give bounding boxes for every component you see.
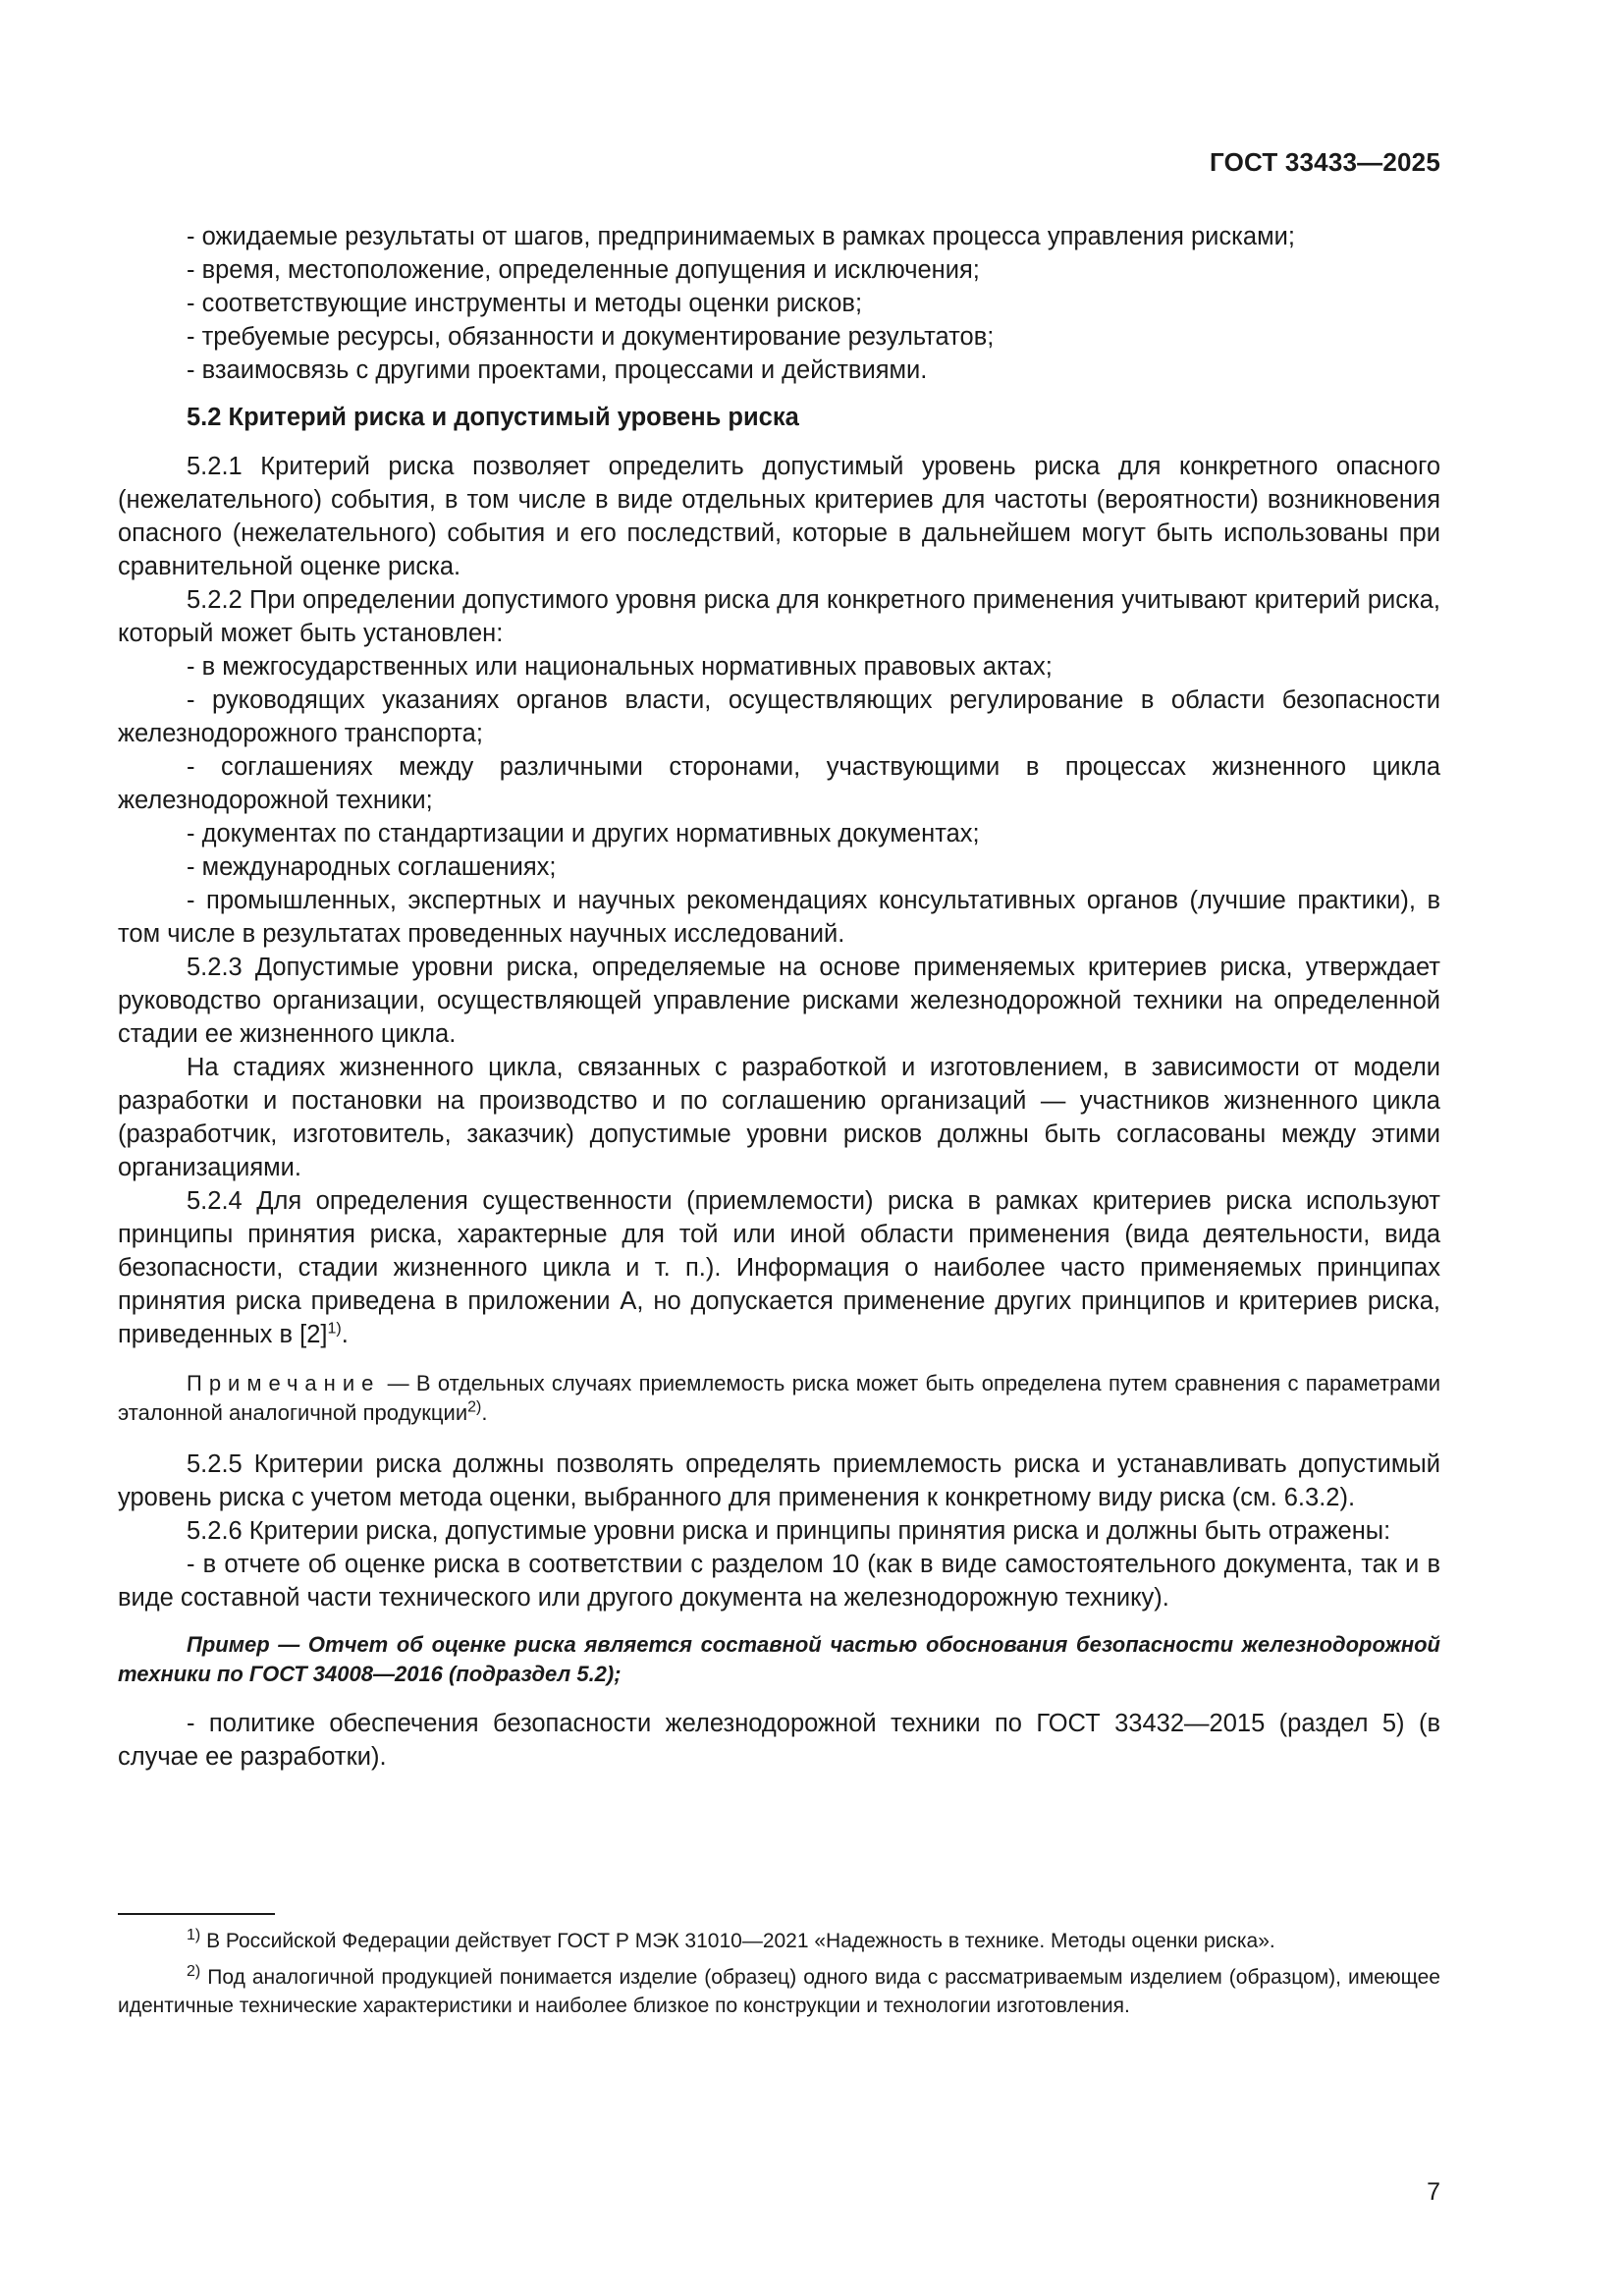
paragraph-text: 5.2.4 Для определения существенности (приемлемости) риска в рамках критериев риска используют принципы принятия риска, характерные для той или иной области применения (вида деятельности, вида безопасности, стадии жизненного цикла и т. п.). Информация о наиболее часто применяемых принципах принятия риска приведена в приложении А, но допускается применение других принципов и критериев риска, приведенных в [2] — [118, 1187, 1440, 1348]
paragraph-5-2-1: 5.2.1 Критерий риска позволяет определить допустимый уровень риска для конкретного опасного (нежелательного) события, в том числе в виде отдельных критериев для частоты (вероятности) возникновения опасного (нежелательного) события и его последствий, которые в дальнейшем могут быть использованы при сравнительной оценке риска. — [118, 453, 1440, 580]
footnote-divider — [118, 1913, 275, 1915]
footnote-mark: 1) — [187, 1927, 201, 1943]
list-item: - международных соглашениях; — [187, 853, 557, 881]
list-item: - соответствующие инструменты и методы оценки рисков; — [187, 290, 863, 317]
paragraph-5-2-3: 5.2.3 Допустимые уровни риска, определяемые на основе применяемых критериев риска, утверждает руководство организации, осуществляющей управление рисками железнодорожной техники на определенной стадии ее жизненного цикла. — [118, 954, 1440, 1048]
paragraph-5-2-4 — [118, 1184, 1440, 1351]
example: Пример — Отчет об оценке риска является составной частью обоснования безопасности железнодорожной техники по ГОСТ 34008—2016 (подраздел 5.2); — [118, 1632, 1440, 1686]
note-label: Примечание — [187, 1371, 381, 1395]
footnote-text: Под аналогичной продукцией понимается изделие (образец) одного вида с рассматриваемым изделием (образцом), имеющее идентичные технические характеристики и наиболее близкое по конструкции и технологии изготовления. — [118, 1966, 1440, 2017]
list-item: - время, местоположение, определенные допущения и исключения; — [187, 256, 980, 284]
page-number: 7 — [1427, 2178, 1440, 2206]
list-item: - ожидаемые результаты от шагов, предпринимаемых в рамках процесса управления рисками; — [187, 223, 1295, 250]
footnotes — [118, 1913, 1440, 2028]
list-item: - политике обеспечения безопасности железнодорожной техники по ГОСТ 33432—2015 (раздел 5) (в случае ее разработки). — [118, 1710, 1440, 1771]
list-item: - взаимосвязь с другими проектами, процессами и действиями. — [187, 356, 928, 384]
note — [118, 1369, 1440, 1428]
list-item: - руководящих указаниях органов власти, осуществляющих регулирование в области безопасности железнодорожного транспорта; — [118, 686, 1440, 747]
section-heading: 5.2 Критерий риска и допустимый уровень риска — [187, 404, 799, 431]
paragraph-5-2-5: 5.2.5 Критерии риска должны позволять определять приемлемость риска и устанавливать допустимый уровень риска с учетом метода оценки, выбранного для применения к конкретному виду риска (см. 6.3.2). — [118, 1450, 1440, 1511]
document-header: ГОСТ 33433—2025 — [1210, 147, 1440, 177]
footnote-text: В Российской Федерации действует ГОСТ Р МЭК 31010—2021 «Надежность в технике. Методы оценки риска». — [200, 1930, 1275, 1952]
list-item: - промышленных, экспертных и научных рекомендациях консультативных органов (лучшие практики), в том числе в результатах проведенных научных исследований. — [118, 887, 1440, 948]
note-text: — В отдельных случаях приемлемость риска может быть определена путем сравнения с параметрами эталонной аналогичной продукции — [118, 1371, 1440, 1425]
list-item: - соглашениях между различными сторонами, участвующими в процессах жизненного цикла железнодорожной техники; — [118, 753, 1440, 814]
paragraph-5-2-2: 5.2.2 При определении допустимого уровня риска для конкретного применения учитывают критерий риска, который может быть установлен: — [118, 586, 1440, 647]
footnote-ref: 1) — [327, 1320, 342, 1338]
footnote-ref: 2) — [467, 1398, 482, 1416]
paragraph-5-2-6: 5.2.6 Критерии риска, допустимые уровни риска и принципы принятия риска и должны быть отражены: — [187, 1517, 1391, 1545]
note-end: . — [481, 1400, 488, 1425]
main-content — [118, 220, 1440, 1774]
footnote — [118, 1963, 1440, 2020]
list-item: - требуемые ресурсы, обязанности и документирование результатов; — [187, 323, 995, 351]
list-item: - в межгосударственных или национальных нормативных правовых актах; — [187, 653, 1053, 681]
paragraph-5-2-3-continued: На стадиях жизненного цикла, связанных с разработкой и изготовлением, в зависимости от модели разработки и постановки на производство и по соглашению организаций — участников жизненного цикла (разработчик, изготовитель, заказчик) допустимые уровни рисков должны быть согласованы между этими организациями. — [118, 1054, 1440, 1181]
list-item: - документах по стандартизации и других нормативных документах; — [187, 820, 980, 847]
list-item: - в отчете об оценке риска в соответствии с разделом 10 (как в виде самостоятельного документа, так и в виде составной части технического или другого документа на железнодорожную технику). — [118, 1551, 1440, 1612]
footnote-mark: 2) — [187, 1963, 201, 1980]
paragraph-end: . — [341, 1321, 349, 1348]
footnote — [118, 1927, 1440, 1955]
